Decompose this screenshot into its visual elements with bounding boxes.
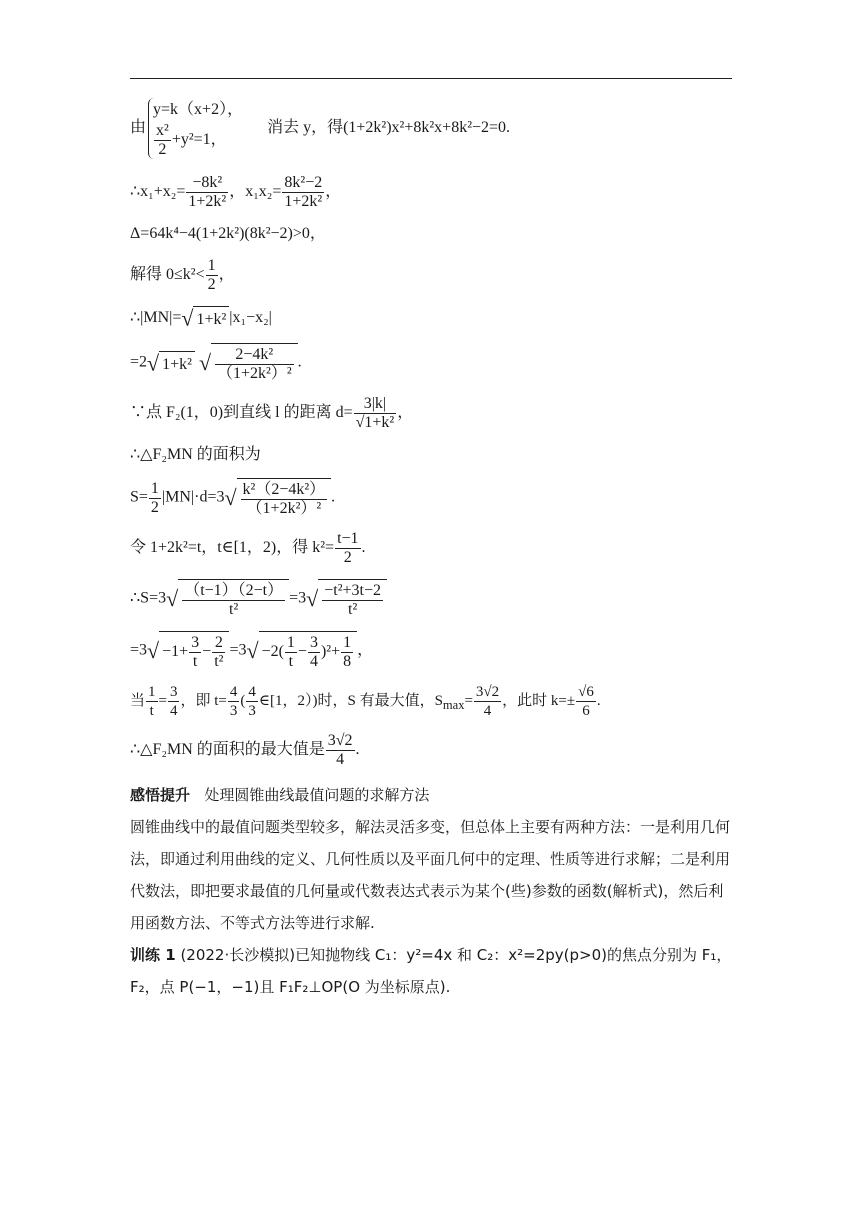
radicand: 1+k²	[193, 306, 229, 331]
text: ∵点 F₂(1，0)到直线 l 的距离 d=	[130, 404, 353, 422]
fraction-denominator: t²	[348, 601, 358, 618]
fraction-numerator: −8k²	[186, 174, 228, 193]
text: ，即 t=	[180, 692, 227, 709]
text: −	[202, 643, 212, 661]
text: 令 1+2k²=t，t∈[1，2)，得 k²=	[130, 539, 335, 557]
fraction-numerator: √6	[578, 684, 594, 700]
text: +y²=1，	[171, 131, 227, 149]
text: −2	[261, 643, 279, 661]
text: .	[331, 488, 336, 506]
radicand: 1+k²	[159, 351, 195, 376]
fraction	[146, 683, 158, 720]
fraction-denominator: 1+2k²	[284, 193, 323, 210]
area-in-t-line	[130, 579, 732, 619]
square-root: √ −1+ $\frac{3}{t}$ − $\frac{2}{\text{t²}}$	[147, 631, 229, 671]
text: −	[297, 643, 307, 661]
equation-row-1: y=k（x+2），	[153, 101, 244, 118]
fraction	[149, 480, 161, 517]
text: =	[464, 692, 473, 709]
square-root: √ 1+k²	[181, 306, 229, 331]
fraction-numerator: 4	[248, 684, 256, 700]
text: 时，S 有最大值，S	[317, 692, 443, 709]
training-heading: 训练 1	[130, 946, 176, 964]
fraction-denominator: √1+k²	[355, 414, 395, 431]
text: =2	[130, 353, 148, 371]
fraction-denominator: 2	[158, 141, 167, 158]
fraction-denominator: 1+2k²	[188, 193, 227, 210]
text: ，x₁x₂=	[229, 183, 282, 201]
insight-title: 处理圆锥曲线最值问题的求解方法	[204, 786, 430, 804]
fraction	[335, 530, 360, 567]
equation-row-2	[153, 122, 243, 159]
header-rule	[130, 78, 732, 79]
text: ∴S=3	[130, 589, 167, 607]
vieta-line	[130, 174, 732, 211]
fraction-numerator: 1	[207, 257, 216, 274]
fraction-denominator: 2	[207, 276, 216, 293]
fraction-numerator: 3	[309, 634, 318, 651]
fraction-denominator: t²	[214, 653, 224, 670]
fraction	[241, 481, 328, 518]
text: 当	[130, 692, 146, 709]
text: |MN|·d=3	[161, 488, 225, 506]
fraction-numerator: 4	[229, 684, 238, 700]
fraction-numerator: t−1	[337, 530, 359, 547]
completed-square-line	[130, 631, 732, 671]
fraction	[322, 582, 383, 619]
distance-line	[130, 395, 732, 432]
text: ，	[218, 266, 235, 284]
text: =3	[130, 641, 148, 659]
square-root: √ $\frac{(t-1)(2-t)}{\text{t²}}$	[166, 579, 289, 619]
area-intro-line: ∴△F₂MN 的面积为	[130, 446, 261, 463]
fraction	[308, 634, 320, 671]
fraction-numerator: 2	[212, 634, 225, 653]
text: .	[596, 692, 601, 709]
fraction-numerator: 3√2	[327, 732, 353, 749]
fraction-denominator: t²	[229, 601, 239, 618]
equation-system	[148, 98, 243, 159]
fraction-numerator: 1	[343, 634, 352, 651]
page-content	[130, 98, 732, 1003]
mn-length-line	[130, 306, 732, 331]
fraction-denominator: 3	[248, 703, 256, 719]
text: ∴|MN|=	[130, 309, 182, 327]
fraction	[168, 683, 180, 720]
fraction	[341, 634, 353, 671]
text: −1+	[162, 643, 189, 661]
fraction-numerator: k²（2−4k²）	[242, 481, 326, 498]
text: .	[297, 353, 302, 371]
text: =	[158, 692, 167, 709]
conclusion-line	[130, 732, 732, 769]
text: ，	[397, 404, 414, 422]
fraction-numerator: 1	[148, 684, 156, 700]
square-root: √ $\frac{\text{2−4k²}}{\text{（1+2k²）²}}$	[199, 343, 298, 383]
fraction	[285, 634, 297, 671]
fraction-denominator: t	[149, 703, 154, 719]
fraction-numerator: −t²+3t−2	[324, 582, 382, 599]
fraction	[186, 174, 228, 211]
subscript: max	[442, 697, 465, 712]
text: ∴△F₂MN 的面积的最大值是	[130, 741, 325, 759]
fraction-numerator: 3√2	[475, 684, 500, 700]
fraction-numerator: 3	[169, 684, 178, 700]
fraction-denominator: 2	[343, 549, 352, 566]
fraction-denominator: 2	[150, 498, 159, 516]
text: 消去 y，得(1+2k²)x²+8k²x+8k²−2=0.	[267, 119, 511, 137]
text: ，	[325, 183, 342, 201]
text: .	[355, 741, 360, 759]
fraction	[212, 634, 225, 671]
square-root: √ −2( $\frac{1}{t}$ − $\frac{3}{4}$ )²+ $\frac{1}{8}$	[246, 631, 357, 671]
text: ∴x₁+x₂=	[130, 183, 186, 201]
text: =3	[229, 641, 247, 659]
fraction-numerator: 1	[286, 634, 295, 651]
maximum-condition-line: 当 $\frac{1}{t}$ = $\frac{3}{4}$ ，即 t= $\frac{4}{3}$ ( $\frac{4}{3}$ ∈[1，2）)时，S 有最大值，$S_{max}=$ $\frac{3√2}{4}$ ，此时 k=± $\frac{√6}{6}$ .	[130, 684, 601, 719]
text: ，此时 k=±	[502, 692, 576, 709]
insight-heading: 感悟提升	[130, 786, 191, 804]
fraction	[215, 346, 294, 383]
text: .	[361, 539, 366, 557]
fraction-denominator: （1+2k²）²	[246, 500, 322, 517]
text: ²+	[326, 643, 341, 661]
square-root: √ $\frac{\text{−t²+3t−2}}{\text{t²}}$	[306, 579, 387, 619]
fraction-denominator: 4	[309, 653, 318, 670]
fraction-denominator: 3	[229, 703, 238, 719]
insight-heading-line	[130, 779, 732, 811]
fraction-numerator: 8k²−2	[284, 174, 323, 191]
fraction-denominator: t	[192, 653, 198, 670]
fraction	[246, 683, 258, 720]
text: 由	[130, 119, 147, 137]
fraction-numerator: x²	[156, 122, 169, 139]
fraction-denominator: 4	[483, 703, 492, 719]
fraction-numerator: （t−1）（2−t）	[184, 582, 284, 599]
square-root: √ 1+k²	[147, 351, 195, 376]
fraction	[354, 395, 397, 432]
solution-line	[130, 257, 732, 294]
substitution-line	[130, 530, 732, 567]
fraction	[189, 634, 201, 671]
fraction-denominator: 4	[169, 703, 178, 719]
fraction-numerator: 2−4k²	[215, 346, 294, 365]
fraction	[206, 257, 218, 294]
text: S=	[130, 488, 148, 506]
fraction	[474, 683, 501, 720]
fraction	[228, 683, 240, 720]
fraction	[576, 683, 596, 720]
insight-body: 圆锥曲线中的最值问题类型较多，解法灵活多变，但总体上主要有两种方法：一是利用几何法，即通过利用曲线的定义、几何性质以及平面几何中的定理、性质等进行求解；二是利用代数法，即把要求最值的几何量或代数表达式表示为某个(些)参数的函数(解析式)，然后利用函数方法、不等式方法等进行求解.	[130, 818, 731, 932]
fraction-denominator: t	[288, 653, 294, 670]
text: |x₁−x₂|	[229, 309, 272, 327]
square-root: √ $\frac{\text{k²（2−4k²）}}{\text{（1+2k²）²}}$	[224, 478, 331, 518]
fraction-numerator: 1	[150, 479, 159, 497]
training-body: (2022·长沙模拟)已知抛物线 C₁：y²=4x 和 C₂：x²=2py(p>0)的焦点分别为 F₁，F₂，点 P(−1，−1)且 F₁F₂⊥OP(O 为坐标原点).	[130, 946, 732, 996]
mn-length-expanded-line	[130, 343, 732, 383]
fraction	[182, 582, 285, 619]
area-formula-line	[130, 478, 732, 518]
fraction-denominator: 8	[343, 653, 352, 670]
fraction-numerator: 3|k|	[354, 395, 397, 414]
fraction	[282, 174, 324, 211]
text: =3	[289, 589, 307, 607]
fraction-denominator: （1+2k²）²	[217, 365, 292, 382]
text: ∈[1，2）	[258, 692, 313, 709]
text: ，	[357, 641, 374, 659]
discriminant-line: Δ=64k⁴−4(1+2k²)(8k²−2)>0，	[130, 225, 326, 242]
fraction-numerator: 3	[191, 634, 200, 651]
text: 解得 0≤k²<	[130, 266, 205, 284]
training-paragraph	[130, 939, 732, 1003]
fraction-denominator: 6	[582, 703, 590, 719]
equation-system-line	[130, 98, 732, 162]
fraction-denominator: 4	[336, 751, 345, 768]
fraction	[326, 732, 355, 769]
